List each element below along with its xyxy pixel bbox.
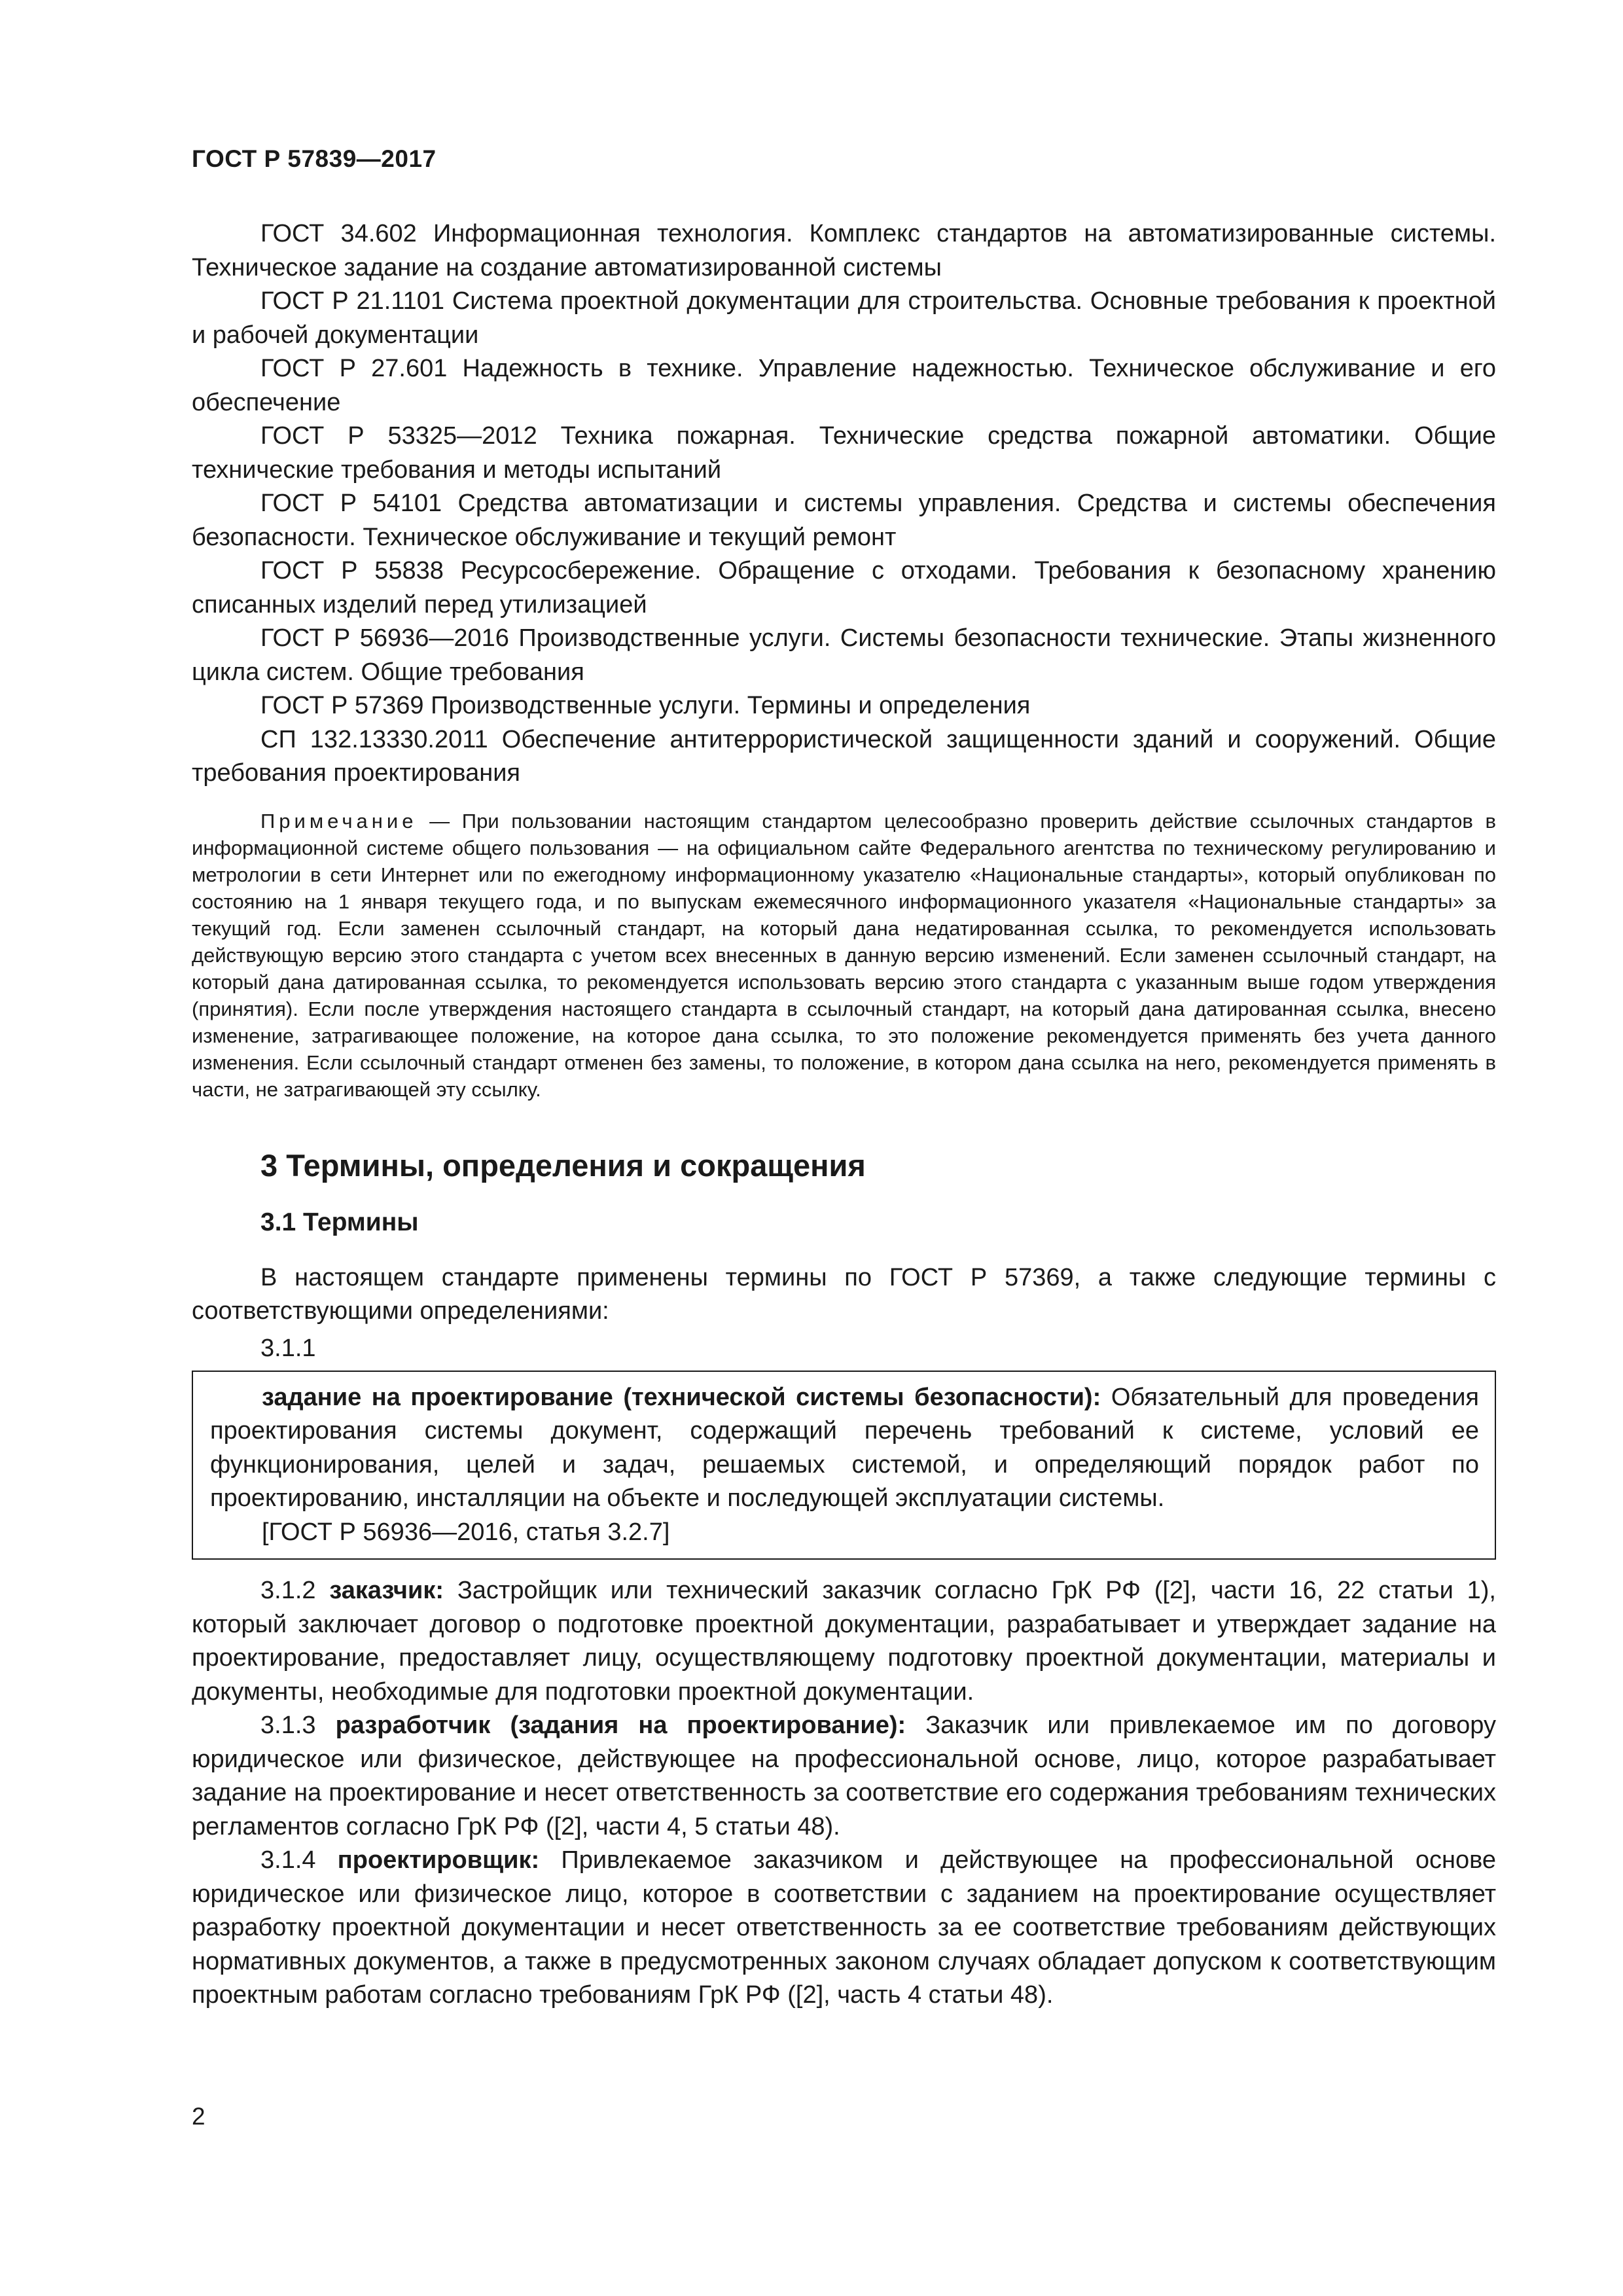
note-paragraph	[192, 808, 1496, 1103]
term-number: 3.1.4	[260, 1846, 338, 1874]
term-text: Заказчик или привлекаемое им по договору юридическое или физическое, действующее на профессиональной основе, лицо, которое разрабатывает задание на проектирование и несет ответственность за соответствие его содержания требованиям технических регламентов согласно ГрК РФ ([2], части 4, 5 статьи 48).	[192, 1712, 1496, 1840]
term-number: 3.1.1	[260, 1334, 316, 1362]
term-definition	[210, 1381, 1479, 1516]
term-paragraph	[192, 1709, 1496, 1844]
reference-item: ГОСТ 34.602 Информационная технология. Комплекс стандартов на автоматизированные системы. Техническое задание на создание автоматизированной системы	[192, 220, 1496, 281]
note-dash: —	[417, 809, 462, 833]
term-text: Привлекаемое заказчиком и действующее на профессиональной основе юридическое или физическое лицо, которое в соответствии с заданием на проектирование осуществляет разработку проектной документации и несет ответственность за ее соответствие требованиям действующих нормативных документов, а также в предусмотренных законом случаях обладает допуском к соответствующим проектным работам согласно требованиям ГрК РФ ([2], часть 4 статьи 48).	[192, 1846, 1497, 2009]
term-definition-box	[192, 1371, 1496, 1560]
term-number: 3.1.3	[260, 1712, 336, 1739]
page-number: 2	[192, 2103, 205, 2130]
note-text: При пользовании настоящим стандартом целесообразно проверить действие ссылочных стандартов в информационной системе общего пользования — на официальном сайте Федерального агентства по техническому регулированию и метрологии в сети Интернет или по ежегодному информационному указателю «Национальные стандарты», который опубликован по состоянию на 1 января текущего года, и по выпускам ежемесячного информационного указателя «Национальные стандарты» за текущий год. Если заменен ссылочный стандарт, на который дана недатированная ссылка, то рекомендуется использовать действующую версию этого стандарта с учетом всех внесенных в данную версию изменений. Если заменен ссылочный стандарт, на который дана датированная ссылка, то рекомендуется использовать версию этого стандарта с указанным выше годом утверждения (принятия). Если после утверждения настоящего стандарта в ссылочный стандарт, на который дана датированная ссылка, внесено изменение, затрагивающее положение, на которое дана ссылка, то это положение рекомендуется применять без учета данного изменения. Если ссылочный стандарт отменен без замены, то положение, в котором дана ссылка на него, рекомендуется применять в части, не затрагивающей эту ссылку.	[192, 809, 1496, 1101]
note-label: Примечание	[260, 809, 418, 833]
term-number: 3.1.2	[260, 1577, 330, 1604]
term-paragraph	[192, 1844, 1496, 2013]
term-text: Застройщик или технический заказчик согласно ГрК РФ ([2], части 16, 22 статьи 1), который заключает договор о подготовке проектной документации, разрабатывает и утверждает задание на проектирование, предоставляет лицу, осуществляющему подготовку проектной документации, материалы и документы, необходимые для подготовки проектной документации.	[192, 1577, 1496, 1706]
reference-item: ГОСТ Р 27.601 Надежность в технике. Управление надежностью. Техническое обслуживание и его обеспечение	[192, 355, 1496, 416]
reference-item: ГОСТ Р 21.1101 Система проектной документации для строительства. Основные требования к проектной и рабочей документации	[192, 287, 1496, 349]
reference-item: ГОСТ Р 54101 Средства автоматизации и системы управления. Средства и системы обеспечения безопасности. Техническое обслуживание и текущий ремонт	[192, 490, 1496, 551]
section-intro: В настоящем стандарте применены термины по ГОСТ Р 57369, а также следующие термины с соответствующими определениями:	[192, 1263, 1496, 1325]
reference-item: ГОСТ Р 56936—2016 Производственные услуги. Системы безопасности технические. Этапы жизненного цикла систем. Общие требования	[192, 624, 1496, 686]
term-source: [ГОСТ Р 56936—2016, статья 3.2.7]	[262, 1518, 670, 1546]
reference-item: ГОСТ Р 55838 Ресурсосбережение. Обращение с отходами. Требования к безопасному хранению списанных изделий перед утилизацией	[192, 557, 1496, 619]
term-name: разработчик (задания на проектирование):	[335, 1712, 906, 1739]
subsection-heading: 3.1 Термины	[260, 1208, 419, 1236]
reference-item: СП 132.13330.2011 Обеспечение антитеррористической защищенности зданий и сооружений. Общие требования проектирования	[192, 725, 1496, 787]
term-name: проектировщик:	[337, 1846, 540, 1874]
normative-references-list	[192, 217, 1496, 791]
page-content	[192, 217, 1496, 2013]
section-heading: 3 Термины, определения и сокращения	[260, 1147, 866, 1183]
term-paragraph	[192, 1574, 1496, 1709]
term-name: заказчик:	[329, 1577, 444, 1604]
term-name: задание на проектирование (технической системы безопасности):	[262, 1383, 1101, 1411]
document-header: ГОСТ Р 57839—2017	[192, 145, 437, 172]
term-text: Обязательный для проведения проектирования системы документ, содержащий перечень требований к системе, условий ее функционирования, целей и задач, решаемых системой, и определяющий порядок работ по проектированию, инсталляции на объекте и последующей эксплуатации системы.	[210, 1383, 1479, 1512]
reference-item: ГОСТ Р 53325—2012 Техника пожарная. Технические средства пожарной автоматики. Общие технические требования и методы испытаний	[192, 422, 1496, 484]
reference-item: ГОСТ Р 57369 Производственные услуги. Термины и определения	[260, 692, 1031, 719]
